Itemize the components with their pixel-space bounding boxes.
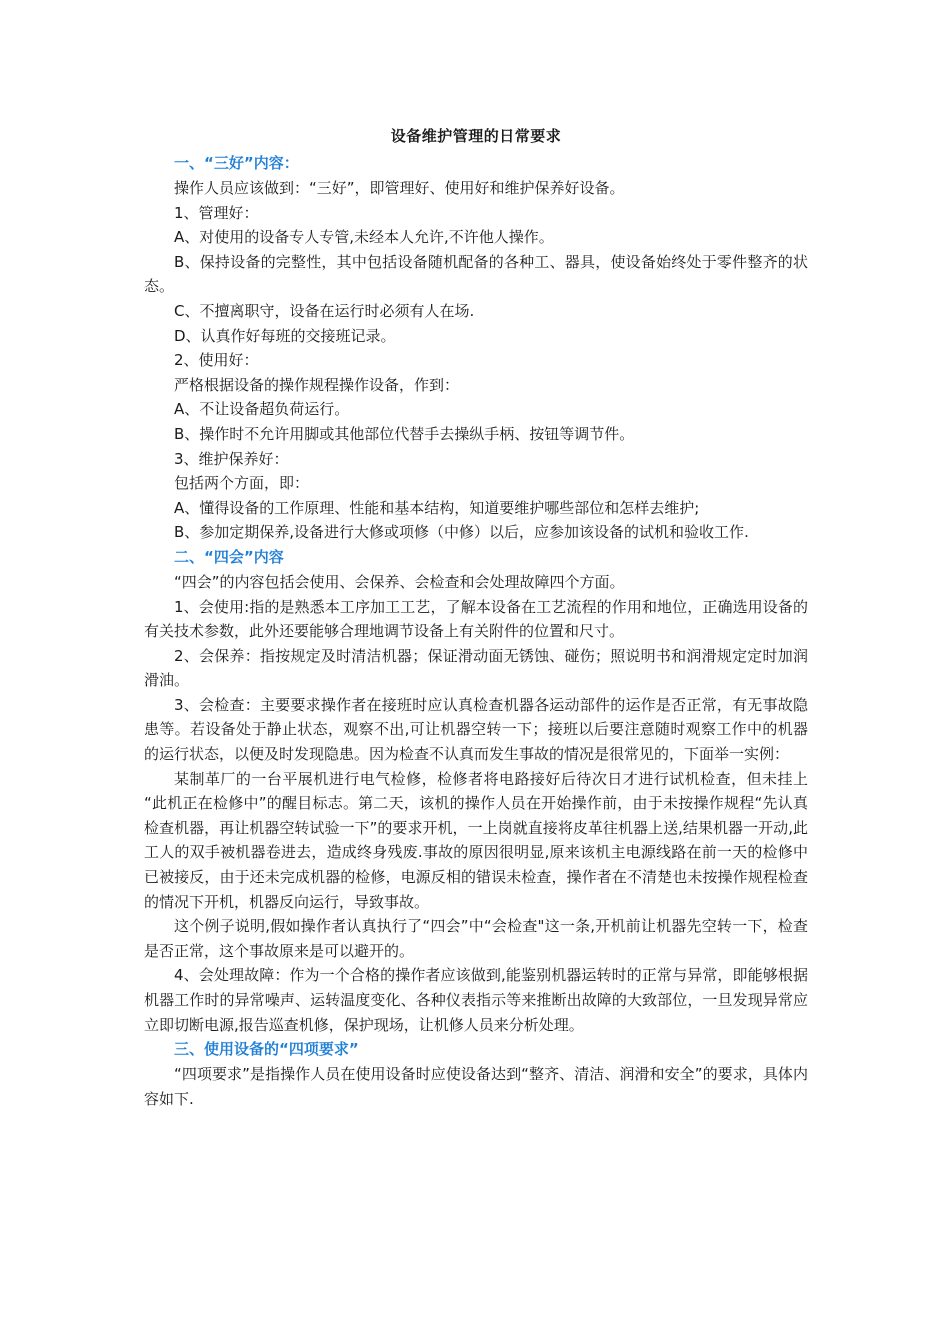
paragraph: 严格根据设备的操作规程操作设备，作到： — [174, 375, 460, 394]
document-page — [144, 124, 808, 1111]
paragraph: D、认真作好每班的交接班记录。 — [174, 326, 396, 345]
paragraph: 2、会保养：指按规定及时清洁机器；保证滑动面无锈蚀、碰伤；照说明书和润滑规定定时加润滑油。 — [144, 646, 808, 690]
paragraph: “四会”的内容包括会使用、会保养、会检查和会处理故障四个方面。 — [174, 572, 625, 591]
paragraph: “四项要求”是指操作人员在使用设备时应使设备达到“整齐、清洁、润滑和安全”的要求，具体内容如下. — [144, 1065, 808, 1108]
section-four-requirements — [144, 1037, 808, 1111]
paragraph: 4、会处理故障：作为一个合格的操作者应该做到,能鉴别机器运转时的正常与异常，即能够根据机器工作时的异常噪声、运转温度变化、各种仪表指示等来推断出故障的大致部位，一旦发现异常应立即切断电源,报告巡查机修，保护现场，让机修人员来分析处理。 — [144, 966, 808, 1034]
paragraph: C、不擅离职守，设备在运行时必须有人在场. — [174, 301, 475, 320]
paragraph: 3、会检查：主要要求操作者在接班时应认真检查机器各运动部件的运作是否正常，有无事故隐患等。若设备处于静止状态，观察不出,可让机器空转一下；接班以后要注意随时观察工作中的机器的运行状态，以便及时发现隐患。因为检查不认真而发生事故的情况是很常见的，下面举一实例： — [144, 695, 808, 764]
paragraph: A、不让设备超负荷运行。 — [174, 400, 350, 419]
paragraph: 这个例子说明,假如操作者认真执行了“四会”中“会检查"这一条,开机前让机器先空转一下，检查是否正常，这个事故原来是可以避开的。 — [144, 917, 808, 960]
paragraph: A、对使用的设备专人专管,未经本人允许,不许他人操作。 — [174, 228, 554, 247]
paragraph: A、懂得设备的工作原理、性能和基本结构，知道要维护哪些部位和怎样去维护; — [174, 498, 700, 517]
section-heading: 一、“三好”内容： — [174, 154, 299, 172]
paragraph: 包括两个方面，即： — [174, 474, 310, 493]
section-four-skills — [144, 545, 808, 1037]
paragraph: 1、会使用:指的是熟悉本工序加工工艺，了解本设备在工艺流程的作用和地位，正确选用设备的有关技术参数，此外还要能够合理地调节设备上有关附件的位置和尺寸。 — [144, 597, 808, 641]
paragraph: B、操作时不允许用脚或其他部位代替手去操纵手柄、按钮等调节件。 — [174, 424, 635, 443]
paragraph: 2、使用好： — [174, 351, 259, 370]
paragraph: 3、维护保养好： — [174, 449, 289, 468]
section-heading: 二、“四会”内容 — [174, 547, 284, 566]
section-heading: 三、使用设备的“四项要求” — [174, 1040, 359, 1059]
paragraph: 某制革厂的一台平展机进行电气检修，检修者将电路接好后待次日才进行试机检查，但未挂上 “此机正在检修中”的醒目标志。第二天，该机的操作人员在开始操作前，由于未按操作规程“先认真检查机器，再让机器空转试验一下”的要求开机，一上岗就直接将皮革往机器上送,结果机器一开动,此工人的双手被机器卷进去，造成终身残废.事故的原因很明显,原来该机主电源线路在前一天的检修中已被接反，由于还未完成机器的检修，电源反相的错误未检查，操作者在不清楚也未按操作规程检查的情况下开机，机器反向运行，导致事故。 — [144, 769, 808, 911]
paragraph: 1、管理好： — [174, 203, 259, 222]
document-title: 设备维护管理的日常要求 — [390, 127, 562, 145]
section-three-good — [144, 151, 808, 545]
paragraph: B、参加定期保养,设备进行大修或项修（中修）以后，应参加该设备的试机和验收工作. — [174, 523, 749, 542]
paragraph: 操作人员应该做到：“三好”，即管理好、使用好和维护保养好设备。 — [174, 179, 625, 197]
paragraph: B、保持设备的完整性，其中包括设备随机配备的各种工、器具，使设备始终处于零件整齐的状态。 — [144, 252, 808, 296]
